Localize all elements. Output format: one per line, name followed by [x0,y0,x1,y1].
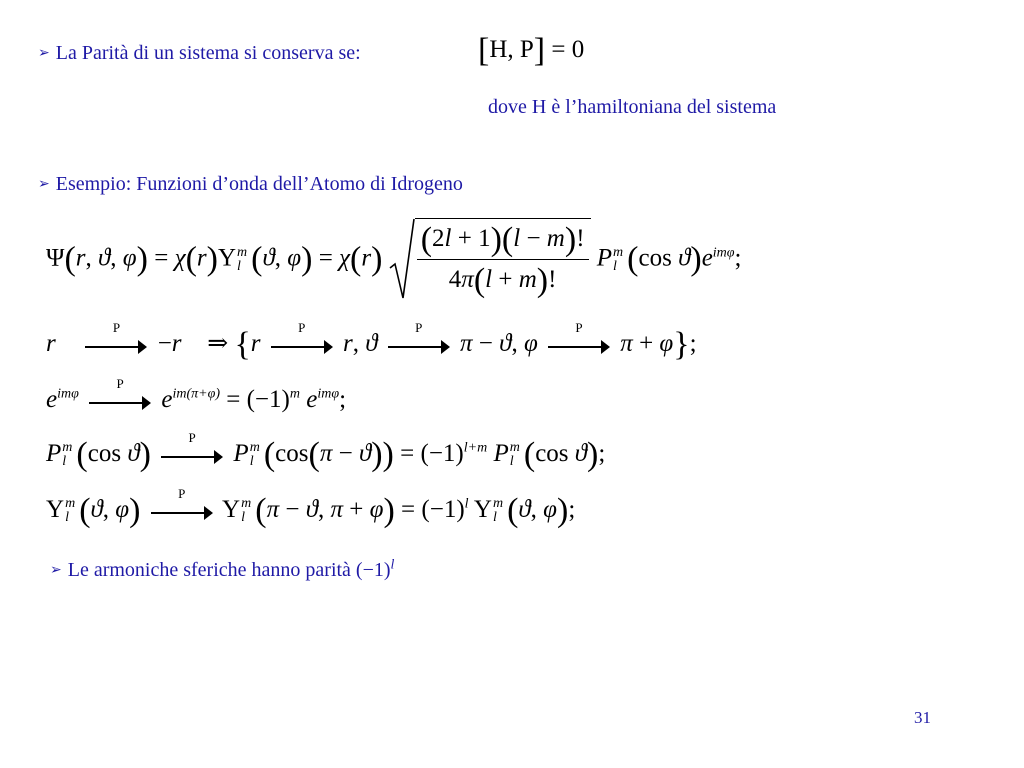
bullet-parity-conservation [38,42,361,65]
wavefunction-equation: Ψ(r, ϑ, φ) = χ(r)Y m l (ϑ, φ) = χ(r) $\frac{(2l + 1)(l - m)!}{4\pi(l + m)!}$ P m l (cos $ϑ)e^{im\varphi}$; [46,218,742,302]
bullet-arrow-icon: ➢ [50,562,62,578]
sqrt-normalization: $\frac{(2l + 1)(l - m)!}{4\pi(l + m)!}$ [389,218,591,302]
commutator-equation: [H, P] = 0 [478,32,585,69]
bullet-text: La Parità di un sistema si conserva se: [55,42,361,64]
parity-arrow: P [161,444,223,466]
bullet-harmonics-parity [50,559,394,582]
hamiltonian-note: dove H è l’hamiltoniana del sistema [488,96,777,118]
commutator-equals: = 0 [551,36,585,63]
parity-arrow: P [151,500,213,522]
parity-arrow: P [89,390,151,412]
page-number: 31 [914,708,931,727]
bullet-arrow-icon: ➢ [38,45,50,61]
exponential-parity: $e^{im\varphi}$ P $e^{im(\pi+\varphi)} = (-1)^m$ $e^{im\varphi}$; [46,376,347,413]
bullet-text: Esempio: Funzioni d’onda dell’Atomo di Idrogeno [55,173,463,195]
legendre-parity: P m l (cos ϑ) P P m l $(\cos(\pi - ϑ)) = (-1)^{l+m}$ P m l (cos ϑ); [46,430,606,473]
bullet-text: Le armoniche sferiche hanno parità (−1) [67,559,391,581]
parity-arrow: P [271,334,333,356]
parity-arrow: P [548,334,610,356]
bullet-arrow-icon: ➢ [38,176,50,192]
parity-arrow: P [85,334,147,356]
parity-coordinate-transform: r⃗ P −r⃗ ⇒ {r P r, ϑ P π − ϑ, φ P π + φ}; [46,320,697,363]
bullet-example [38,173,463,196]
commutator-content: H, P [489,36,534,63]
parity-arrow: P [388,334,450,356]
parity-exponent: l [390,557,395,573]
spherical-harmonics-parity: Y m l (ϑ, φ) P Y m l (π − ϑ, $\pi + \varphi) = (-1)^l$ Y m l (ϑ, φ); [46,486,576,529]
